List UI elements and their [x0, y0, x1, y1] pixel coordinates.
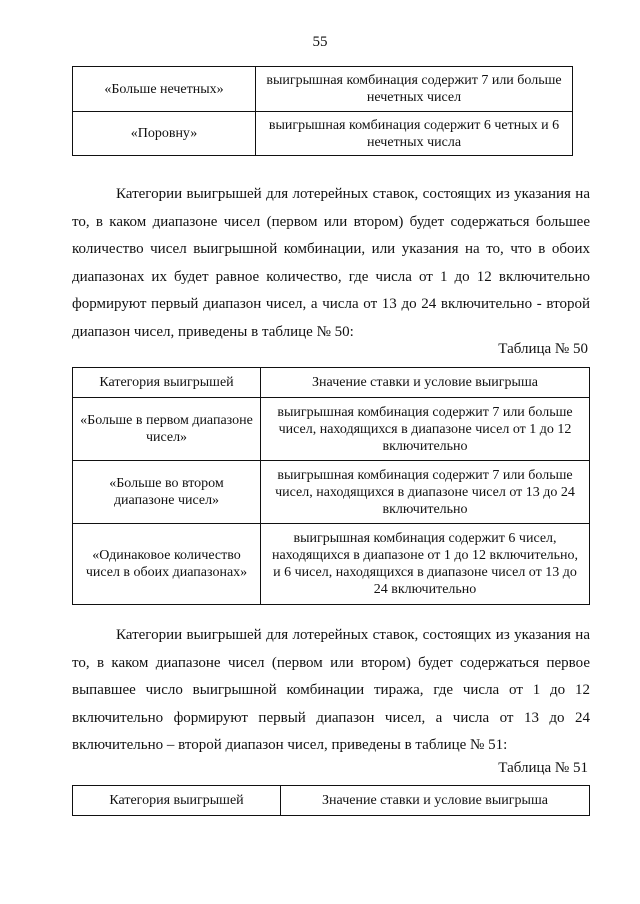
table-51 [72, 785, 590, 816]
category-cell: «Больше во втором диапазоне чисел» [73, 461, 261, 524]
table-header-row [73, 368, 590, 398]
table-row [73, 112, 573, 156]
condition-cell: выигрышная комбинация содержит 6 чисел, находящихся в диапазоне от 1 до 12 включительно, и 6 чисел, находящихся в диапазоне чисел от 13 до 24 включительно [261, 524, 590, 605]
table-header-row [73, 786, 590, 816]
header-category: Категория выигрышей [73, 368, 261, 398]
table-51-caption: Таблица № 51 [498, 760, 588, 776]
header-condition: Значение ставки и условие выигрыша [281, 786, 590, 816]
table-row [73, 461, 590, 524]
paragraph-1: Категории выигрышей для лотерейных ставок, состоящих из указания на то, в каком диапазоне чисел (первом или втором) будет содержаться большее количество чисел выигрышной комбинации, или указания на то, что в обоих диапазонах их будет равное количество, где числа от 1 до 12 включительно формируют первый диапазон чисел, а числа от 13 до 24 включительно - второй диапазон чисел, приведены в таблице № 50: [72, 186, 590, 340]
condition-cell: выигрышная комбинация содержит 7 или больше чисел, находящихся в диапазоне чисел от 13 до 24 включительно [261, 461, 590, 524]
table-top [72, 66, 573, 156]
paragraph-2: Категории выигрышей для лотерейных ставок, состоящих из указания на то, в каком диапазоне чисел (первом или втором) будет содержаться первое выпавшее число выигрышной комбинации тиража, где числа от 1 до 12 включительно формируют первый диапазон чисел, а числа от 13 до 24 включительно – второй диапазон чисел, приведены в таблице № 51: [72, 627, 590, 754]
category-cell: «Больше в первом диапазоне чисел» [73, 398, 261, 461]
condition-cell: выигрышная комбинация содержит 7 или больше чисел, находящихся в диапазоне чисел от 1 до 12 включительно [261, 398, 590, 461]
table-50 [72, 367, 590, 605]
table-row [73, 524, 590, 605]
header-category: Категория выигрышей [73, 786, 281, 816]
table-row [73, 67, 573, 112]
table-50-caption: Таблица № 50 [498, 341, 588, 357]
category-cell: «Больше нечетных» [73, 67, 256, 112]
condition-cell: выигрышная комбинация содержит 7 или больше нечетных чисел [256, 67, 573, 112]
condition-cell: выигрышная комбинация содержит 6 четных и 6 нечетных числа [256, 112, 573, 156]
page-number: 55 [312, 34, 328, 50]
category-cell: «Поровну» [73, 112, 256, 156]
category-cell: «Одинаковое количество чисел в обоих диапазонах» [73, 524, 261, 605]
header-condition: Значение ставки и условие выигрыша [261, 368, 590, 398]
table-row [73, 398, 590, 461]
